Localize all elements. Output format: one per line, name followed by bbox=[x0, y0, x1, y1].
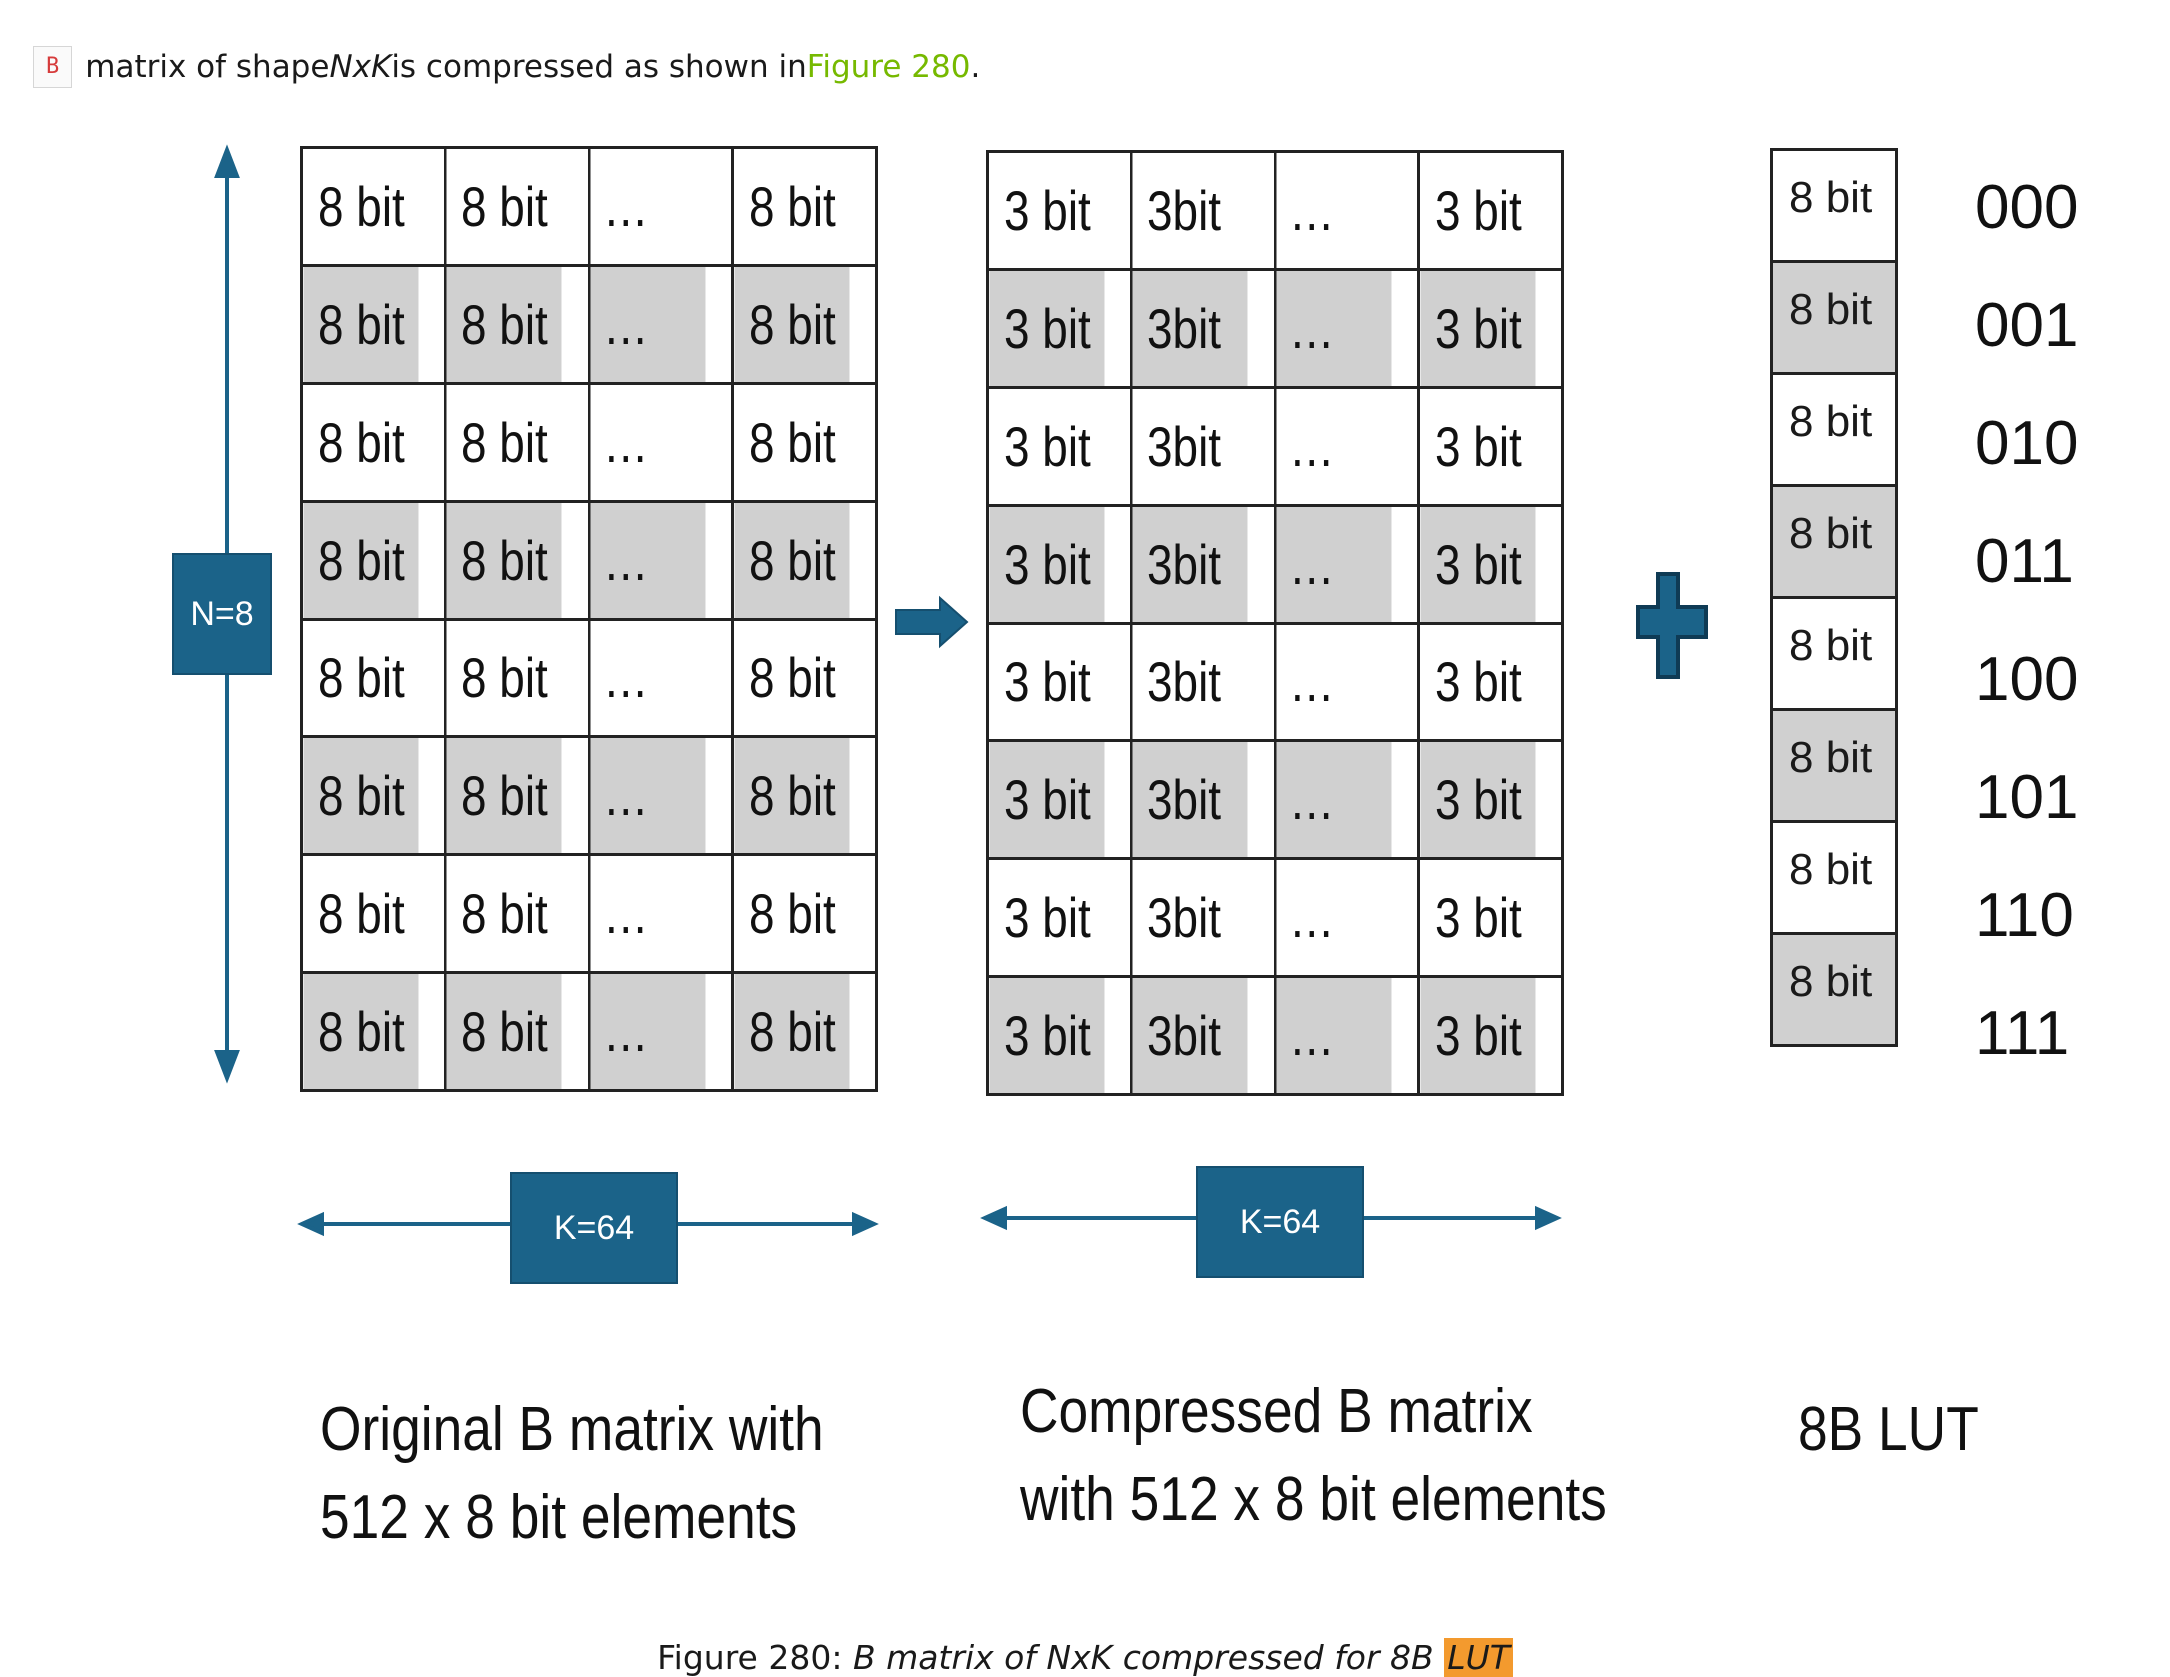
lut-entry: 8 bit bbox=[1772, 150, 1897, 262]
original-matrix-cell: 8 bit bbox=[302, 855, 420, 973]
compressed-matrix-cell: 3bit bbox=[1131, 387, 1249, 505]
lut-code: 000 bbox=[1975, 172, 2079, 242]
original-matrix-cell: 8 bit bbox=[733, 501, 851, 619]
original-matrix-cell: 8 bit bbox=[302, 148, 420, 266]
k-label-badge-original: K=64 bbox=[510, 1172, 678, 1284]
original-matrix-row bbox=[302, 383, 877, 501]
compressed-matrix-cell: ... bbox=[1275, 741, 1393, 859]
compressed-matrix-row bbox=[988, 152, 1563, 270]
original-matrix-cell: 8 bit bbox=[445, 501, 563, 619]
lut-entry: 8 bit bbox=[1772, 486, 1897, 598]
lut-entry: 8 bit bbox=[1772, 710, 1897, 822]
original-matrix-cell: 8 bit bbox=[445, 383, 563, 501]
original-matrix-row bbox=[302, 619, 877, 737]
compressed-matrix bbox=[986, 150, 1564, 1096]
compressed-matrix-cell: 3bit bbox=[1131, 623, 1249, 741]
compressed-matrix-cell: ... bbox=[1275, 387, 1393, 505]
lut-entry: 8 bit bbox=[1772, 598, 1897, 710]
compressed-matrix-cell: 3 bit bbox=[1419, 505, 1537, 623]
compressed-matrix-row bbox=[988, 505, 1563, 623]
compressed-matrix-row bbox=[988, 741, 1563, 859]
intro-text-middle: is compressed as shown in bbox=[391, 49, 807, 85]
compressed-matrix-cell: 3 bit bbox=[988, 387, 1106, 505]
lut-entry: 8 bit bbox=[1772, 262, 1897, 374]
lut-code: 001 bbox=[1975, 290, 2079, 360]
figure-caption bbox=[0, 1638, 2170, 1677]
compressed-matrix-cell: 3 bit bbox=[1419, 623, 1537, 741]
intro-text-after: . bbox=[970, 49, 981, 85]
compressed-matrix-cell: 3bit bbox=[1131, 269, 1249, 387]
original-matrix-row bbox=[302, 501, 877, 619]
plus-icon bbox=[1638, 574, 1706, 677]
compressed-caption-line1: Compressed B matrix bbox=[1020, 1377, 1533, 1446]
k-label-badge-compressed: K=64 bbox=[1196, 1166, 1364, 1278]
original-matrix-cell: 8 bit bbox=[733, 619, 851, 737]
lut-row bbox=[1772, 262, 1897, 374]
original-matrix-row bbox=[302, 265, 877, 383]
compressed-matrix-cell: 3 bit bbox=[988, 623, 1106, 741]
original-matrix-cell: 8 bit bbox=[733, 855, 851, 973]
n-label-badge: N=8 bbox=[172, 553, 272, 675]
original-matrix-cell: 8 bit bbox=[302, 383, 420, 501]
original-matrix-cell: 8 bit bbox=[302, 737, 420, 855]
figure-link[interactable]: Figure 280 bbox=[806, 49, 971, 85]
original-caption-line2: 512 x 8 bit elements bbox=[320, 1483, 798, 1552]
lut-entry: 8 bit bbox=[1772, 822, 1897, 934]
original-matrix-cell: ... bbox=[589, 383, 707, 501]
original-matrix-cell: 8 bit bbox=[733, 148, 851, 266]
compressed-matrix-cell: 3bit bbox=[1131, 505, 1249, 623]
compressed-matrix-cell: ... bbox=[1275, 269, 1393, 387]
original-matrix-cell: 8 bit bbox=[733, 973, 851, 1091]
original-matrix-cell: ... bbox=[589, 265, 707, 383]
original-matrix-cell: 8 bit bbox=[445, 973, 563, 1091]
original-matrix-cell: 8 bit bbox=[302, 501, 420, 619]
lut-entry: 8 bit bbox=[1772, 374, 1897, 486]
compressed-matrix-cell: 3 bit bbox=[1419, 387, 1537, 505]
code-tag-b: B bbox=[33, 46, 72, 88]
original-matrix-cell: ... bbox=[589, 148, 707, 266]
compressed-matrix-cell: ... bbox=[1275, 977, 1393, 1095]
compressed-matrix-row bbox=[988, 977, 1563, 1095]
lut-code: 011 bbox=[1975, 526, 2074, 596]
lut-row bbox=[1772, 598, 1897, 710]
compressed-matrix-cell: 3bit bbox=[1131, 977, 1249, 1095]
transform-arrow-icon bbox=[896, 598, 967, 646]
original-matrix-cell: ... bbox=[589, 501, 707, 619]
original-matrix-cell: ... bbox=[589, 619, 707, 737]
intro-text-before: matrix of shape bbox=[85, 49, 330, 85]
compressed-matrix-cell: ... bbox=[1275, 505, 1393, 623]
original-matrix-cell: 8 bit bbox=[302, 973, 420, 1091]
compressed-matrix-cell: 3 bit bbox=[988, 505, 1106, 623]
compressed-matrix-cell: 3bit bbox=[1131, 859, 1249, 977]
original-matrix-cell: 8 bit bbox=[733, 737, 851, 855]
original-matrix bbox=[300, 146, 878, 1092]
original-matrix-cell: 8 bit bbox=[733, 265, 851, 383]
compressed-matrix-cell: 3 bit bbox=[988, 269, 1106, 387]
figure-caption-italic: B matrix of NxK compressed for 8B bbox=[852, 1638, 1445, 1677]
compressed-matrix-row bbox=[988, 387, 1563, 505]
lut-row bbox=[1772, 934, 1897, 1046]
compressed-caption-line2: with 512 x 8 bit elements bbox=[1020, 1465, 1607, 1534]
original-matrix-cell: ... bbox=[589, 737, 707, 855]
compressed-matrix-cell: 3 bit bbox=[988, 859, 1106, 977]
compressed-matrix-cell: ... bbox=[1275, 859, 1393, 977]
lut-code: 010 bbox=[1975, 408, 2079, 478]
compressed-matrix-row bbox=[988, 623, 1563, 741]
lut-code: 101 bbox=[1975, 762, 2079, 832]
lut-row bbox=[1772, 710, 1897, 822]
lut-entry: 8 bit bbox=[1772, 934, 1897, 1046]
original-matrix-row bbox=[302, 855, 877, 973]
compressed-matrix-cell: 3 bit bbox=[1419, 977, 1537, 1095]
compressed-matrix-cell: 3 bit bbox=[988, 741, 1106, 859]
lut-code: 110 bbox=[1975, 880, 2074, 950]
compressed-matrix-cell: ... bbox=[1275, 152, 1393, 270]
original-matrix-cell: 8 bit bbox=[445, 265, 563, 383]
compressed-matrix-cell: 3 bit bbox=[1419, 152, 1537, 270]
compressed-matrix-cell: 3 bit bbox=[988, 977, 1106, 1095]
lut-code: 111 bbox=[1975, 998, 2070, 1068]
intro-shape: NxK bbox=[329, 49, 392, 85]
original-matrix-cell: 8 bit bbox=[733, 383, 851, 501]
original-matrix-cell: 8 bit bbox=[445, 855, 563, 973]
lut-codes bbox=[1975, 148, 2115, 1092]
original-matrix-row bbox=[302, 148, 877, 266]
figure-caption-highlight: LUT bbox=[1444, 1638, 1513, 1677]
compressed-matrix-row bbox=[988, 269, 1563, 387]
lut-row bbox=[1772, 822, 1897, 934]
compressed-matrix-cell: 3 bit bbox=[1419, 269, 1537, 387]
figure-caption-prefix: Figure 280: bbox=[657, 1638, 853, 1677]
original-matrix-row bbox=[302, 737, 877, 855]
original-matrix-cell: ... bbox=[589, 973, 707, 1091]
original-caption-line1: Original B matrix with bbox=[320, 1395, 824, 1464]
compressed-matrix-cell: ... bbox=[1275, 623, 1393, 741]
original-matrix-cell: ... bbox=[589, 855, 707, 973]
original-caption bbox=[320, 1386, 824, 1562]
original-matrix-cell: 8 bit bbox=[445, 148, 563, 266]
lut-row bbox=[1772, 150, 1897, 262]
compressed-matrix-cell: 3 bit bbox=[1419, 859, 1537, 977]
compressed-matrix-cell: 3 bit bbox=[1419, 741, 1537, 859]
compressed-matrix-cell: 3 bit bbox=[988, 152, 1106, 270]
compressed-matrix-cell: 3bit bbox=[1131, 152, 1249, 270]
lut-row bbox=[1772, 374, 1897, 486]
lut-code: 100 bbox=[1975, 644, 2079, 714]
original-matrix-row bbox=[302, 973, 877, 1091]
lut-caption-text: 8B LUT bbox=[1798, 1395, 1979, 1464]
lut-table bbox=[1770, 148, 1898, 1047]
original-matrix-cell: 8 bit bbox=[302, 265, 420, 383]
compressed-caption bbox=[1020, 1368, 1607, 1544]
compressed-matrix-cell: 3bit bbox=[1131, 741, 1249, 859]
lut-caption bbox=[1798, 1386, 1979, 1474]
original-matrix-cell: 8 bit bbox=[302, 619, 420, 737]
lut-row bbox=[1772, 486, 1897, 598]
original-matrix-cell: 8 bit bbox=[445, 737, 563, 855]
original-matrix-cell: 8 bit bbox=[445, 619, 563, 737]
compressed-matrix-row bbox=[988, 859, 1563, 977]
